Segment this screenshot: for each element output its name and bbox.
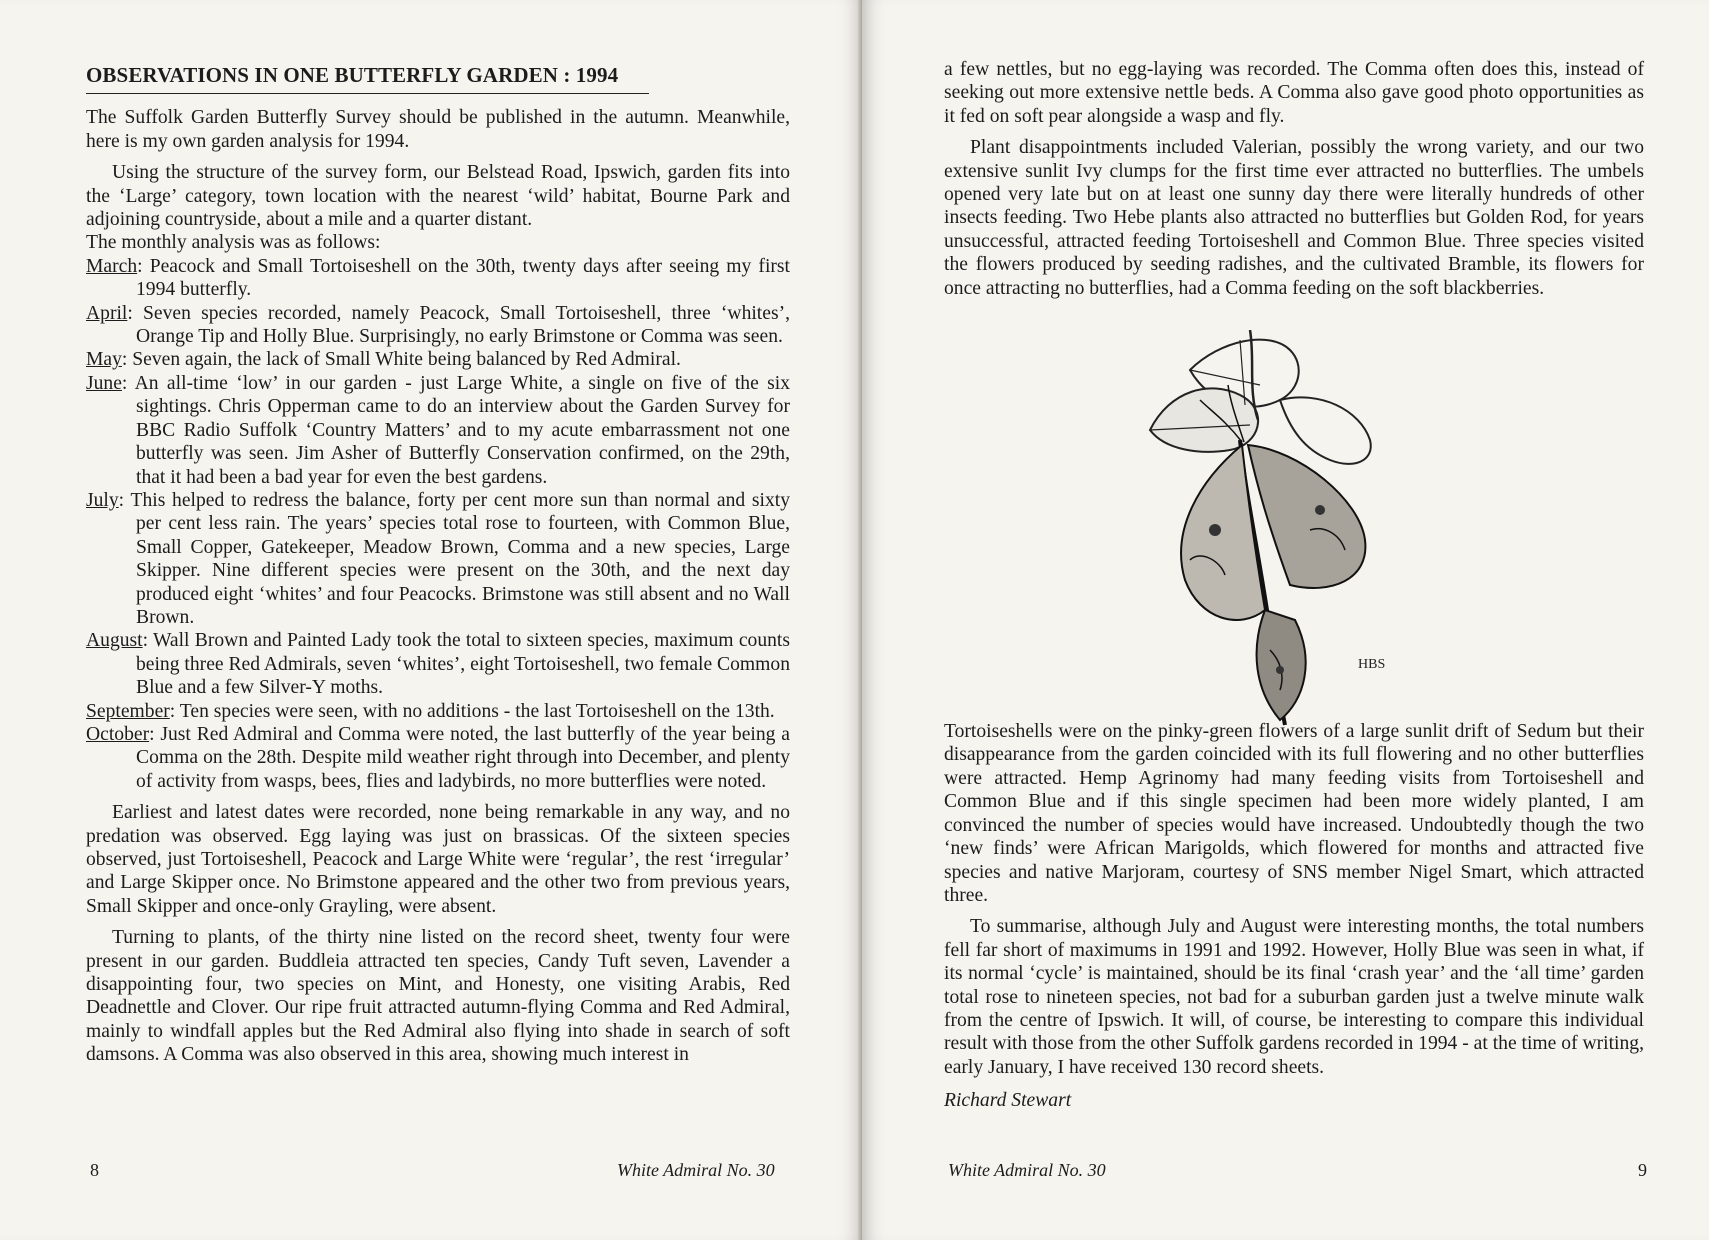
month-text: : Seven species recorded, namely Peacock, Small Tortoiseshell, three ‘whites’, Orange Tip and Holly Blue. Surprisingly, no early Brimstone or Comma was seen. xyxy=(127,302,790,348)
monthly-list xyxy=(86,255,790,793)
month-label: September xyxy=(86,700,170,722)
magazine-footer-left: White Admiral No. 30 xyxy=(617,1160,775,1180)
intro-paragraph: The Suffolk Garden Butterfly Survey should be published in the autumn. Meanwhile, here is my own garden analysis for 1994. xyxy=(86,107,790,152)
month-text: : An all-time ‘low’ in our garden - just Large White, a single on five of the six sightings. Chris Opperman came to do an interview about the Garden Survey for BBC Radio Suffolk ‘Country Matters’ and to my acute embarrassment not one butterfly was seen. Jim Asher of Butterfly Conservation confirmed, on the 29th, that it had been a bad year for even the best gardens. xyxy=(121,372,790,488)
month-text: : Peacock and Small Tortoiseshell on the 30th, twenty days after seeing my first 1994 butterfly. xyxy=(136,255,790,301)
magazine-footer-right: White Admiral No. 30 xyxy=(948,1160,1106,1180)
month-entry-april xyxy=(86,302,790,349)
author-signature: Richard Stewart xyxy=(944,1090,1072,1112)
monthly-intro: The monthly analysis was as follows: xyxy=(86,232,381,254)
left-text-column xyxy=(86,64,790,1067)
disappointments-paragraph: Plant disappointments included Valerian, possibly the wrong variety, and our two extensive sunlit Ivy clumps for the first time ever attracted no butterflies. The umbels opened very late but on at least one sunny day there were literally hundreds of other insects feeding. Two Hebe plants also attracted no butterflies but Golden Rod, for years unsuccessful, attracted feeding Tortoiseshell and Common Blue. Three species visited the flowers produced by seeding radishes, and the cultivated Bramble, its flowers for once attracting no butterflies, had a Comma feeding on the soft blackberries. xyxy=(944,137,1644,299)
illustrator-initials: HBS xyxy=(1358,657,1386,672)
month-entry-september xyxy=(86,700,790,723)
sedum-paragraph: Tortoiseshells were on the pinky-green flowers of a large sunlit drift of Sedum but their disappearance from the garden coincided with its full flowering and no other butterflies were attracted. Hemp Agrinomy had many feeding visits from Tortoiseshell and Common Blue and if this single specimen had been more widely planted, I am convinced the number of species would have increased. Undoubtedly though the two ‘new finds’ were African Marigolds, which flowered for months and attracted five species and native Marjoram, courtesy of SNS member Nigel Smart, which attracted three. xyxy=(944,721,1644,906)
month-text: : Wall Brown and Painted Lady took the total to sixteen species, maximum counts being three Red Admirals, seven ‘whites’, eight Tortoiseshell, two female Common Blue and a few Silver-Y moths. xyxy=(136,630,790,699)
page-number-right: 9 xyxy=(1638,1160,1647,1180)
month-entry-august xyxy=(86,629,790,699)
butterfly-on-leaf-illustration xyxy=(1130,330,1400,730)
month-label: August xyxy=(86,630,143,652)
month-label: April xyxy=(86,302,128,324)
month-label: July xyxy=(86,489,119,511)
plants-paragraph: Turning to plants, of the thirty nine listed on the record sheet, twenty four were present in our garden. Buddleia attracted ten species, Candy Tuft seven, Lavender a disappointing four, two species on Mint, and Honesty, one visiting Arabis, Red Deadnettle and Clover. Our ripe fruit attracted autumn-flying Comma and Red Admiral, mainly to windfall apples but the Red Admiral also flying into shade in search of soft damsons. A Comma was also observed in this area, showing much interest in xyxy=(86,927,790,1066)
month-text: : This helped to redress the balance, forty per cent more sun than normal and sixty per cent less rain. The years’ species total rose to fourteen, with Common Blue, Small Copper, Gatekeeper, Meadow Brown, Comma and a new species, Large Skipper. Nine different species were present on the 30th, and the next day produced eight ‘whites’ and four Peacocks. Brimstone was still absent and no Wall Brown. xyxy=(118,489,790,628)
month-entry-may xyxy=(86,348,790,371)
month-text: : Just Red Admiral and Comma were noted, the last butterfly of the year being a Comma on the 28th. Despite mild weather right through into December, and plenty of activity from wasps, bees, flies and ladybirds, no more butterflies were noted. xyxy=(136,723,790,792)
month-label: June xyxy=(86,372,122,394)
article-title: OBSERVATIONS IN ONE BUTTERFLY GARDEN : 1994 xyxy=(86,64,649,94)
month-label: May xyxy=(86,349,122,371)
page-number-left: 8 xyxy=(90,1160,99,1180)
month-entry-march xyxy=(86,255,790,302)
month-entry-june xyxy=(86,372,790,489)
month-label: March xyxy=(86,255,138,277)
month-text: : Seven again, the lack of Small White being balanced by Red Admiral. xyxy=(121,349,681,371)
right-page xyxy=(862,0,1709,1240)
structure-paragraph: Using the structure of the survey form, our Belstead Road, Ipswich, garden fits into the ‘Large’ category, town location with the nearest ‘wild’ habitat, Bourne Park and adjoining countryside, about a mile and a quarter distant. xyxy=(86,162,790,231)
month-entry-october xyxy=(86,723,790,793)
month-text: : Ten species were seen, with no additions - the last Tortoiseshell on the 13th. xyxy=(169,700,775,722)
nettles-paragraph: a few nettles, but no egg-laying was recorded. The Comma often does this, instead of seeking out more extensive nettle beds. A Comma also gave good photo opportunities as it fed on soft pear alongside a wasp and fly. xyxy=(944,59,1644,127)
month-entry-july xyxy=(86,489,790,629)
dates-paragraph: Earliest and latest dates were recorded, none being remarkable in any way, and no predation was observed. Egg laying was just on brassicas. Of the sixteen species observed, just Tortoiseshell, Peacock and Large White were ‘regular’, the rest ‘irregular’ and Large Skipper once. No Brimstone appeared and the other two from previous years, Small Skipper and once-only Grayling, were absent. xyxy=(86,802,790,917)
month-label: October xyxy=(86,723,150,745)
summary-paragraph: To summarise, although July and August were interesting months, the total numbers fell far short of maximums in 1991 and 1992. However, Holly Blue was seen in what, if its normal ‘cycle’ is maintained, should be its final ‘crash year’ and the ‘all time’ garden total rose to nineteen species, not bad for a suburban garden just a twelve minute walk from the centre of Ipswich. It will, of course, be interesting to compare this individual result with those from the other Suffolk gardens recorded in 1994 - at the time of writing, early January, I have received 130 record sheets. xyxy=(944,916,1644,1078)
